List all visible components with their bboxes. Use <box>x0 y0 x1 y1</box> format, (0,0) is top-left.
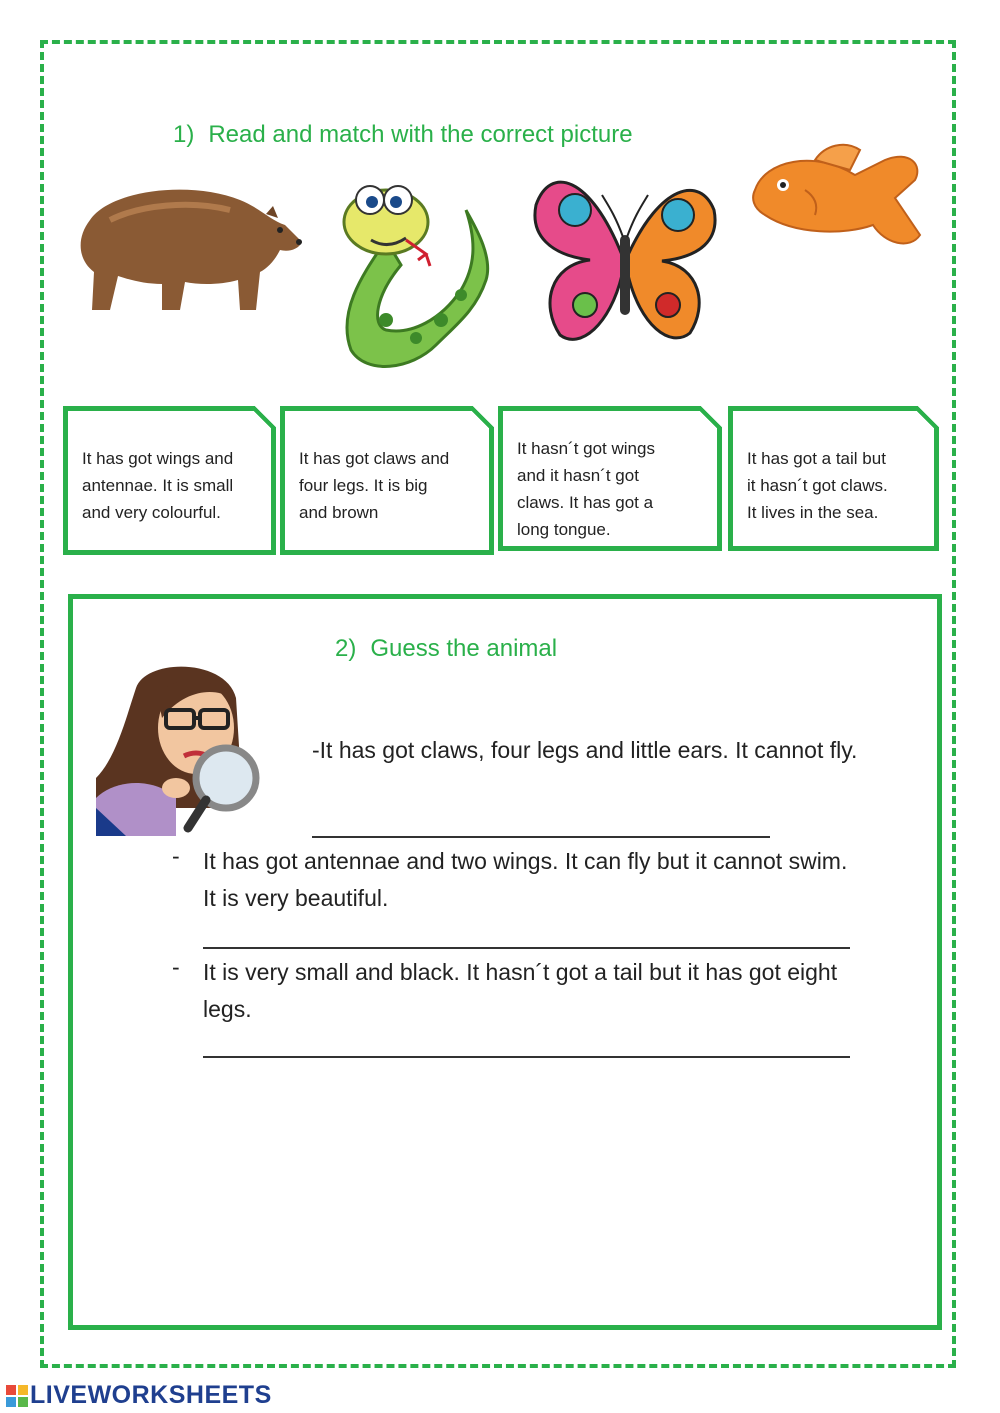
section1-title: Read and match with the correct picture <box>208 121 633 148</box>
butterfly-picture <box>530 165 720 349</box>
answer-line-2[interactable] <box>203 947 850 949</box>
section2-number: 2) <box>335 635 357 662</box>
question-2: It has got antennae and two wings. It can fly but it cannot swim. It is very beautiful. <box>203 848 848 911</box>
match-card-4 <box>728 406 939 551</box>
card-line: It hasn´t got wings <box>517 439 655 458</box>
question-1: -It has got claws, four legs and little ears. It cannot fly. <box>312 737 858 763</box>
section1-heading <box>173 121 633 149</box>
question-2-bullet: - <box>172 843 180 869</box>
section2-title: Guess the animal <box>370 635 558 662</box>
match-card-3 <box>498 406 722 551</box>
liveworksheets-logo-icon <box>6 1385 28 1407</box>
card-line: antennae. It is small <box>82 476 234 495</box>
bear-picture <box>70 180 306 320</box>
card-line: It has got a tail but <box>747 449 886 468</box>
section2-heading <box>335 635 557 663</box>
card-line: long tongue. <box>517 520 611 539</box>
brand-footer <box>6 1381 272 1410</box>
card-line: four legs. It is big <box>299 476 428 495</box>
card-line: and brown <box>299 503 379 522</box>
card-line: It has got wings and <box>82 449 234 468</box>
answer-line-1[interactable] <box>312 836 770 838</box>
card-line: It has got claws and <box>299 449 450 468</box>
detective-girl-picture <box>96 658 266 836</box>
card-line: claws. It has got a <box>517 493 654 512</box>
match-card-1 <box>63 406 276 555</box>
card-line: it hasn´t got claws. <box>747 476 888 495</box>
match-card-2 <box>280 406 494 555</box>
question-3: It is very small and black. It hasn´t got a tail but it has got eight legs. <box>203 959 838 1022</box>
fish-picture <box>745 140 925 256</box>
card-line: and very colourful. <box>82 503 221 522</box>
brand-name: LIVEWORKSHEETS <box>30 1381 272 1409</box>
question-3-bullet: - <box>172 954 180 980</box>
card-line: It lives in the sea. <box>747 503 879 522</box>
card-line: and it hasn´t got <box>517 466 639 485</box>
snake-picture <box>326 170 502 376</box>
answer-line-3[interactable] <box>203 1056 850 1058</box>
section1-number: 1) <box>173 121 195 148</box>
